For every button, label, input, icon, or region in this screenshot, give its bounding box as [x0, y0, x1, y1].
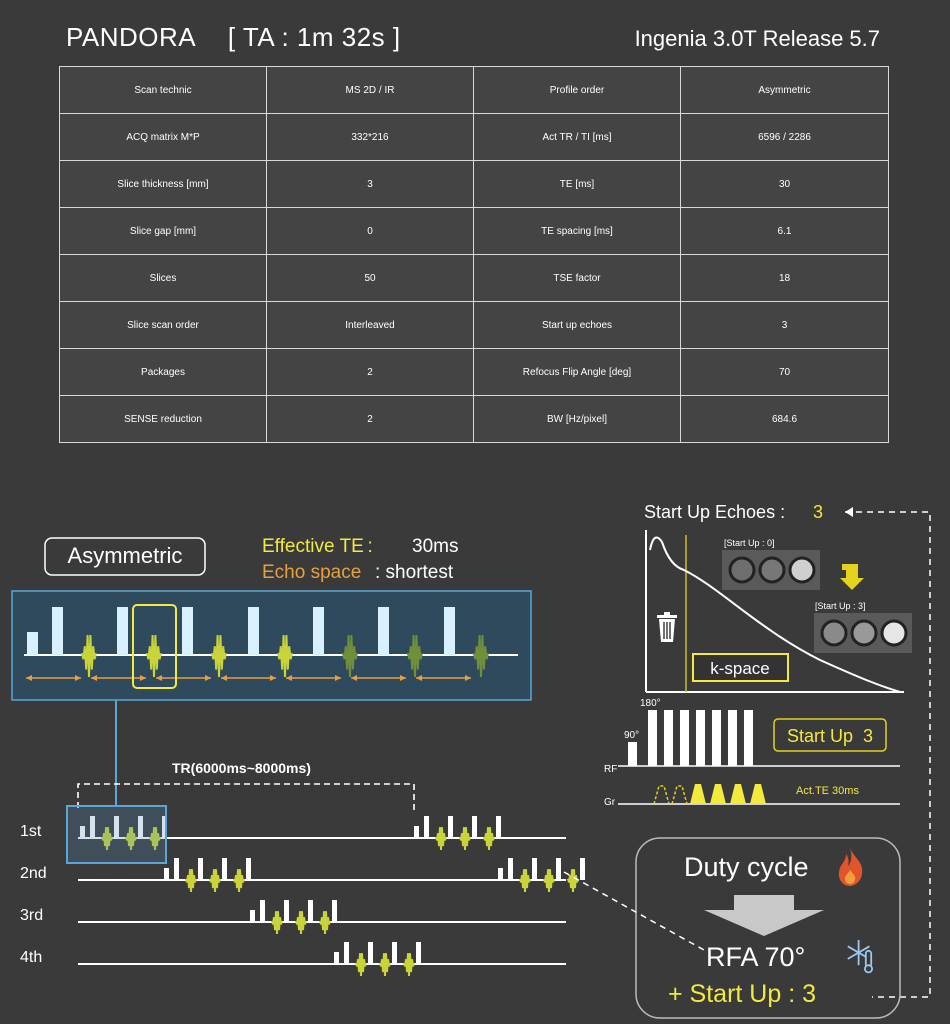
feedback-dashed-line [845, 512, 930, 997]
echo-space-label: Echo space [262, 562, 362, 583]
param-label: Slices [60, 255, 267, 302]
rf-pulse [174, 858, 179, 880]
rf-pulse [284, 900, 289, 922]
rf-180-pulse [696, 710, 705, 766]
table-row [60, 396, 889, 443]
gr-axis-label: Gr [604, 797, 616, 808]
table-row [60, 302, 889, 349]
echo-signal [380, 953, 390, 976]
rf-pulse [260, 900, 265, 922]
tr-label: TR(6000ms~8000ms) [172, 760, 311, 776]
echo-signal [320, 911, 330, 934]
shot-label: 3rd [20, 907, 44, 924]
echo-train-panel [12, 591, 531, 700]
param-label: Slice gap [mm] [60, 208, 267, 255]
rf-pulse [556, 858, 561, 880]
rf-axis-label: RF [604, 764, 618, 775]
rf-180-pulse [728, 710, 737, 766]
startup0-thumbnail [722, 538, 820, 590]
param-value: 332*216 [267, 114, 474, 161]
arrow-down-right-icon [840, 564, 864, 590]
gradient-lobe [750, 784, 766, 804]
startup-value: 3 [813, 502, 824, 522]
rf-pulse [308, 900, 313, 922]
rf-gradient-sequence [604, 698, 900, 808]
kspace-label: k-space [710, 659, 770, 678]
echo-signal [210, 869, 220, 892]
echo-signal [484, 827, 494, 850]
param-value: 684.6 [681, 396, 889, 443]
rf-pulse [250, 910, 255, 922]
effective-te-label: Effective TE : [262, 536, 373, 557]
feedback-arrow-icon [845, 507, 853, 517]
rf-pulse [392, 942, 397, 964]
param-label: TE [ms] [474, 161, 681, 208]
table-row [60, 208, 889, 255]
param-value: 2 [267, 349, 474, 396]
rf-pulse-180 [248, 607, 259, 655]
rf-pulse [222, 858, 227, 880]
param-value: Interleaved [267, 302, 474, 349]
rf-pulse-180 [117, 607, 128, 655]
shot-label: 4th [20, 949, 43, 966]
rf-90-label: 90° [624, 730, 640, 741]
rf-pulse [414, 826, 419, 838]
table-row [60, 255, 889, 302]
param-value: 18 [681, 255, 889, 302]
asymmetric-label: Asymmetric [67, 543, 183, 568]
rf-180-pulse [664, 710, 673, 766]
param-label: Refocus Flip Angle [deg] [474, 349, 681, 396]
duty-connector [564, 872, 704, 950]
rf-pulse [334, 952, 339, 964]
first-shot-highlight [67, 806, 166, 863]
param-label: Slice thickness [mm] [60, 161, 267, 208]
rf-pulse [246, 858, 251, 880]
echo-signal [296, 911, 306, 934]
param-value: 30 [681, 161, 889, 208]
table-row [60, 67, 889, 114]
param-value: MS 2D / IR [267, 67, 474, 114]
gradient-lobe [730, 784, 746, 804]
rf-pulse [448, 816, 453, 838]
param-value: Asymmetric [681, 67, 889, 114]
rf-pulse [198, 858, 203, 880]
gradient-lobe [710, 784, 726, 804]
param-value: 0 [267, 208, 474, 255]
plus-startup-label: + Start Up : 3 [668, 980, 816, 1008]
startup-badge-label: Start Up 3 [786, 726, 874, 746]
rf-pulse-180 [52, 607, 63, 655]
trash-icon [657, 612, 677, 642]
param-value: 6596 / 2286 [681, 114, 889, 161]
rf-pulse-180 [182, 607, 193, 655]
param-value: 6.1 [681, 208, 889, 255]
echo-signal [568, 869, 578, 892]
rf-pulse [332, 900, 337, 922]
rf-pulse [472, 816, 477, 838]
rf-180-label: 180° [640, 698, 661, 709]
param-value: 3 [681, 302, 889, 349]
shot-label: 1st [20, 823, 42, 840]
echo-signal [186, 869, 196, 892]
rf-pulse [424, 816, 429, 838]
rf-180-pulse [680, 710, 689, 766]
parameter-table [59, 66, 889, 443]
echo-signal [436, 827, 446, 850]
gradient-dummy [672, 786, 687, 804]
echo-signal [544, 869, 554, 892]
echo-signal [520, 869, 530, 892]
diagram [0, 470, 950, 1024]
rfa-label: RFA 70° [706, 942, 806, 972]
param-label: Slice scan order [60, 302, 267, 349]
app-name: PANDORA [66, 22, 197, 52]
duty-cycle-label: Duty cycle [684, 852, 809, 882]
rf-180-pulse [648, 710, 657, 766]
rf-90-pulse [628, 742, 637, 766]
rf-pulse-180 [313, 607, 324, 655]
startup3-label: [Start Up : 3] [815, 601, 866, 611]
param-label: BW [Hz/pixel] [474, 396, 681, 443]
rf-pulse [508, 858, 513, 880]
rf-pulse [344, 942, 349, 964]
param-label: SENSE reduction [60, 396, 267, 443]
param-label: Packages [60, 349, 267, 396]
echo-space-value: : shortest [375, 562, 454, 583]
acquisition-time: [ TA : 1m 32s ] [227, 22, 401, 52]
echo-signal [272, 911, 282, 934]
rf-pulse [532, 858, 537, 880]
fire-icon [839, 848, 862, 886]
startup3-thumbnail [814, 601, 912, 653]
device-info: Ingenia 3.0T Release 5.7 [634, 26, 880, 51]
rf-pulse [580, 858, 585, 880]
table-row [60, 349, 889, 396]
arrow-down-icon [704, 895, 824, 936]
rf-pulse [416, 942, 421, 964]
rf-180-pulse [744, 710, 753, 766]
startup0-label: [Start Up : 0] [724, 538, 775, 548]
param-value: 70 [681, 349, 889, 396]
rf-pulse [498, 868, 503, 880]
table-row [60, 114, 889, 161]
echo-signal [404, 953, 414, 976]
echo-signal [234, 869, 244, 892]
param-label: TSE factor [474, 255, 681, 302]
startup-title: Start Up Echoes : [644, 502, 786, 522]
table-row [60, 161, 889, 208]
param-value: 3 [267, 161, 474, 208]
act-te-label: Act.TE 30ms [796, 785, 859, 797]
rf-pulse-90 [27, 632, 38, 655]
rf-pulse-180 [444, 607, 455, 655]
page-title [66, 22, 401, 53]
snowflake-thermometer-icon [848, 940, 872, 972]
shot-label: 2nd [20, 865, 47, 882]
param-value: 2 [267, 396, 474, 443]
effective-te-value: 30ms [412, 536, 459, 557]
echo-signal [356, 953, 366, 976]
rf-pulse-180 [378, 607, 389, 655]
param-label: Profile order [474, 67, 681, 114]
param-label: ACQ matrix M*P [60, 114, 267, 161]
gradient-dummy [654, 786, 669, 804]
param-label: Start up echoes [474, 302, 681, 349]
param-label: Act TR / TI [ms] [474, 114, 681, 161]
rf-180-pulse [712, 710, 721, 766]
duty-cycle-box [636, 838, 900, 1018]
gradient-lobe [690, 784, 706, 804]
param-label: Scan technic [60, 67, 267, 114]
rf-pulse [164, 868, 169, 880]
rf-pulse [496, 816, 501, 838]
param-value: 50 [267, 255, 474, 302]
rf-pulse [368, 942, 373, 964]
param-label: TE spacing [ms] [474, 208, 681, 255]
echo-signal [460, 827, 470, 850]
